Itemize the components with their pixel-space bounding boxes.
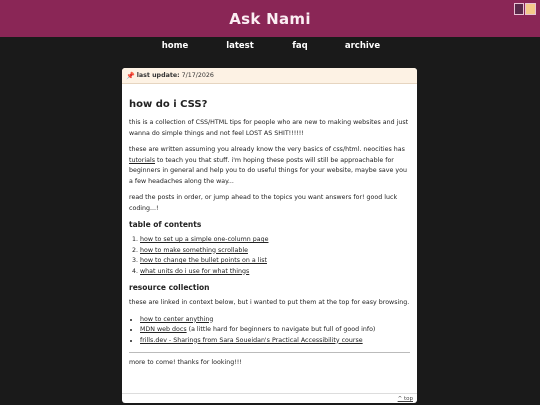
site-header [0, 0, 540, 37]
pushpin-icon: 📌 [126, 71, 135, 80]
badge-square-icon [525, 3, 536, 15]
toc-item [140, 235, 410, 246]
last-update-bar [122, 68, 417, 84]
back-to-top-link[interactable]: ^ top [397, 396, 413, 402]
card-footer [122, 393, 417, 403]
toc-heading: table of contents [129, 220, 202, 229]
resource-item [140, 315, 410, 326]
toc-link-units[interactable]: what units do i use for what things [140, 267, 250, 275]
resources-list [129, 315, 410, 347]
divider [129, 352, 410, 353]
badge-image-icon [514, 3, 524, 15]
toc-item [140, 267, 410, 278]
post-body [122, 84, 417, 369]
nav-home[interactable]: home [161, 41, 189, 51]
toc-item [140, 256, 410, 267]
post-title: how do i CSS? [129, 99, 208, 110]
resources-heading: resource collection [129, 283, 210, 292]
resource-item [140, 336, 410, 347]
read-order-paragraph: read the posts in order, or jump ahead to the topics you want answers for! good luck coding...! [129, 194, 398, 212]
site-title: Ask Nami [229, 9, 311, 28]
resource-link-mdn[interactable]: MDN web docs [140, 326, 187, 333]
outro-paragraph: more to come! thanks for looking!!! [129, 359, 242, 366]
toc-link-one-column[interactable]: how to set up a simple one-column page [140, 236, 269, 243]
resource-link-frills[interactable]: frills.dev - Sharings from Sara Soueidan's Practical Accessibility course [140, 336, 363, 344]
resources-intro: these are linked in context below, but i wanted to put them at the top for easy browsing. [129, 299, 410, 306]
last-update-date: 7/17/2026 [181, 72, 214, 79]
nav-latest[interactable]: latest [226, 41, 254, 51]
resource-note: (a little hard for beginners to navigate but full of good info) [186, 326, 376, 333]
post-card [122, 68, 417, 403]
toc-link-bullets[interactable]: how to change the bullet points on a list [140, 257, 267, 264]
resource-item [140, 325, 410, 336]
toc-list [129, 235, 410, 277]
corner-badge[interactable] [514, 3, 536, 15]
last-update-label: last update: [136, 72, 180, 79]
toc-item [140, 246, 410, 257]
main-nav [0, 37, 540, 57]
nav-faq[interactable]: faq [292, 41, 308, 51]
tutorials-link[interactable]: tutorials [129, 156, 156, 164]
assumption-paragraph: these are written assuming you already know the very basics of css/html. neocities has tutorials to teach you that stuff. i'm hoping these posts will still be approachable for beginners in general and help you to do useful things for your website, maybe save you a few headaches along the way... [129, 146, 407, 185]
intro-paragraph: this is a collection of CSS/HTML tips for people who are new to making websites and just wanna do simple things and not feel LOST AS SHIT!!!!!! [129, 119, 409, 137]
nav-archive[interactable]: archive [344, 41, 381, 51]
resource-link-center[interactable]: how to center anything [140, 315, 214, 323]
toc-link-scrollable[interactable]: how to make something scrollable [140, 246, 248, 254]
